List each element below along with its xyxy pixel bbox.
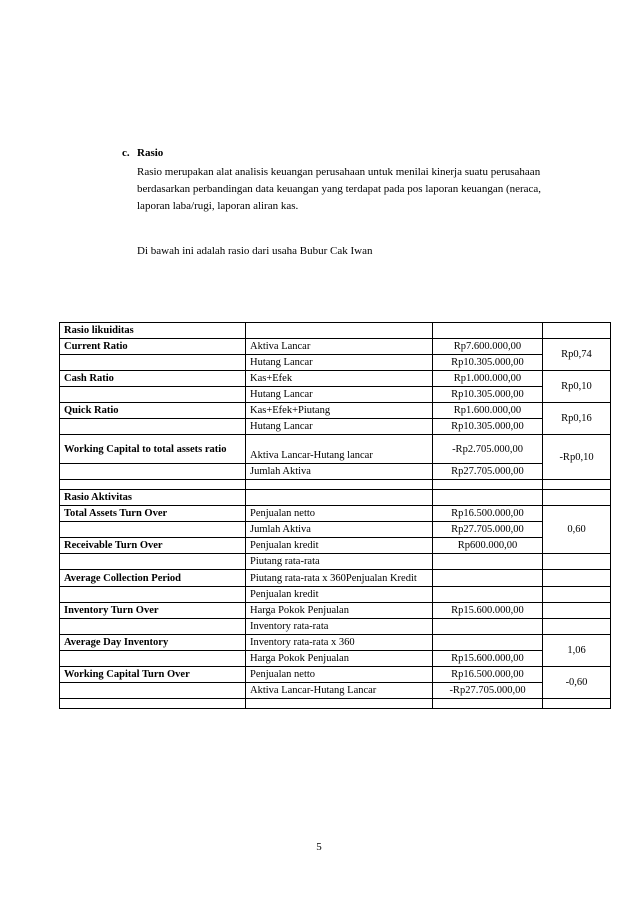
table-row — [60, 522, 611, 538]
table-row — [60, 339, 611, 355]
value-cell: Rp16.500.000,00 — [433, 667, 543, 683]
ratio-label: Receivable Turn Over — [60, 538, 246, 554]
ratio-table — [59, 322, 611, 709]
value-cell: Rp27.705.000,00 — [433, 464, 543, 480]
table-row — [60, 323, 611, 339]
table-row — [60, 683, 611, 699]
formula-cell: Aktiva Lancar-Hutang Lancar — [246, 683, 433, 699]
table-row — [60, 506, 611, 522]
ratio-label: Total Assets Turn Over — [60, 506, 246, 522]
formula-cell: Hutang Lancar — [246, 387, 433, 403]
value-cell: Rp10.305.000,00 — [433, 419, 543, 435]
section-heading — [122, 147, 163, 159]
section-letter: c. — [122, 147, 130, 159]
table-row — [60, 538, 611, 554]
table-row — [60, 603, 611, 619]
formula-cell: Hutang Lancar — [246, 419, 433, 435]
formula-cell: Penjualan kredit — [246, 587, 433, 603]
table-row — [60, 667, 611, 683]
result-cell: Rp0,16 — [543, 403, 611, 435]
result-cell: Rp0,74 — [543, 339, 611, 371]
table-row — [60, 480, 611, 490]
section-title: Rasio — [137, 147, 164, 159]
value-cell: Rp7.600.000,00 — [433, 339, 543, 355]
table-row — [60, 403, 611, 419]
table-row — [60, 619, 611, 635]
value-cell: Rp27.705.000,00 — [433, 522, 543, 538]
ratio-label: Inventory Turn Over — [60, 603, 246, 619]
value-cell: Rp1.600.000,00 — [433, 403, 543, 419]
formula-cell: Jumlah Aktiva — [246, 522, 433, 538]
ratio-label: Quick Ratio — [60, 403, 246, 419]
formula-cell: Aktiva Lancar-Hutang lancar — [246, 435, 433, 464]
table-row — [60, 635, 611, 651]
formula-cell: Harga Pokok Penjualan — [246, 651, 433, 667]
formula-cell: Penjualan netto — [246, 667, 433, 683]
result-cell: -Rp0,10 — [543, 435, 611, 480]
page-number: 5 — [316, 841, 322, 853]
table-row — [60, 419, 611, 435]
table-row — [60, 554, 611, 570]
formula-cell: Jumlah Aktiva — [246, 464, 433, 480]
ratio-label: Average Day Inventory — [60, 635, 246, 651]
ratio-label: Cash Ratio — [60, 371, 246, 387]
ratio-label: Working Capital to total assets ratio — [60, 435, 246, 464]
table-row — [60, 371, 611, 387]
formula-cell: Penjualan netto — [246, 506, 433, 522]
table-row — [60, 490, 611, 506]
intro-paragraph: Rasio merupakan alat analisis keuangan perusahaan untuk menilai kinerja suatu perusahaan berdasarkan perbandingan data keuangan yang terdapat pada pos laporan keuangan (neraca, laporan laba/rugi, laporan aliran kas. — [137, 166, 542, 212]
table-row — [60, 570, 611, 587]
value-cell: Rp1.000.000,00 — [433, 371, 543, 387]
group-title-aktivitas: Rasio Aktivitas — [60, 490, 246, 506]
formula-cell: Inventory rata-rata — [246, 619, 433, 635]
table-row — [60, 587, 611, 603]
table-row — [60, 464, 611, 480]
value-cell: -Rp27.705.000,00 — [433, 683, 543, 699]
sub-intro-paragraph: Di bawah ini adalah rasio dari usaha Bubur Cak Iwan — [137, 245, 373, 257]
formula-cell: Kas+Efek — [246, 371, 433, 387]
result-cell: -0,60 — [543, 667, 611, 699]
value-cell: Rp10.305.000,00 — [433, 355, 543, 371]
ratio-label: Average Collection Period — [60, 570, 246, 587]
table-row — [60, 355, 611, 371]
table-row — [60, 435, 611, 464]
ratio-label: Working Capital Turn Over — [60, 667, 246, 683]
formula-cell: Aktiva Lancar — [246, 339, 433, 355]
table-row — [60, 387, 611, 403]
value-cell: -Rp2.705.000,00 — [433, 435, 543, 464]
result-cell: Rp0,10 — [543, 371, 611, 403]
value-cell: Rp15.600.000,00 — [433, 651, 543, 667]
group-title-likuiditas: Rasio likuiditas — [60, 323, 246, 339]
value-cell: Rp600.000,00 — [433, 538, 543, 554]
value-cell: Rp15.600.000,00 — [433, 603, 543, 619]
formula-cell: Inventory rata-rata x 360 — [246, 635, 433, 651]
ratio-label: Current Ratio — [60, 339, 246, 355]
table-row — [60, 651, 611, 667]
value-cell: Rp10.305.000,00 — [433, 387, 543, 403]
formula-cell: Harga Pokok Penjualan — [246, 603, 433, 619]
result-cell: 0,60 — [543, 506, 611, 554]
value-cell: Rp16.500.000,00 — [433, 506, 543, 522]
table-row — [60, 699, 611, 709]
formula-cell: Piutang rata-rata x 360Penjualan Kredit — [246, 570, 433, 587]
formula-cell: Piutang rata-rata — [246, 554, 433, 570]
formula-cell: Hutang Lancar — [246, 355, 433, 371]
formula-cell: Penjualan kredit — [246, 538, 433, 554]
result-cell: 1,06 — [543, 635, 611, 667]
formula-cell: Kas+Efek+Piutang — [246, 403, 433, 419]
